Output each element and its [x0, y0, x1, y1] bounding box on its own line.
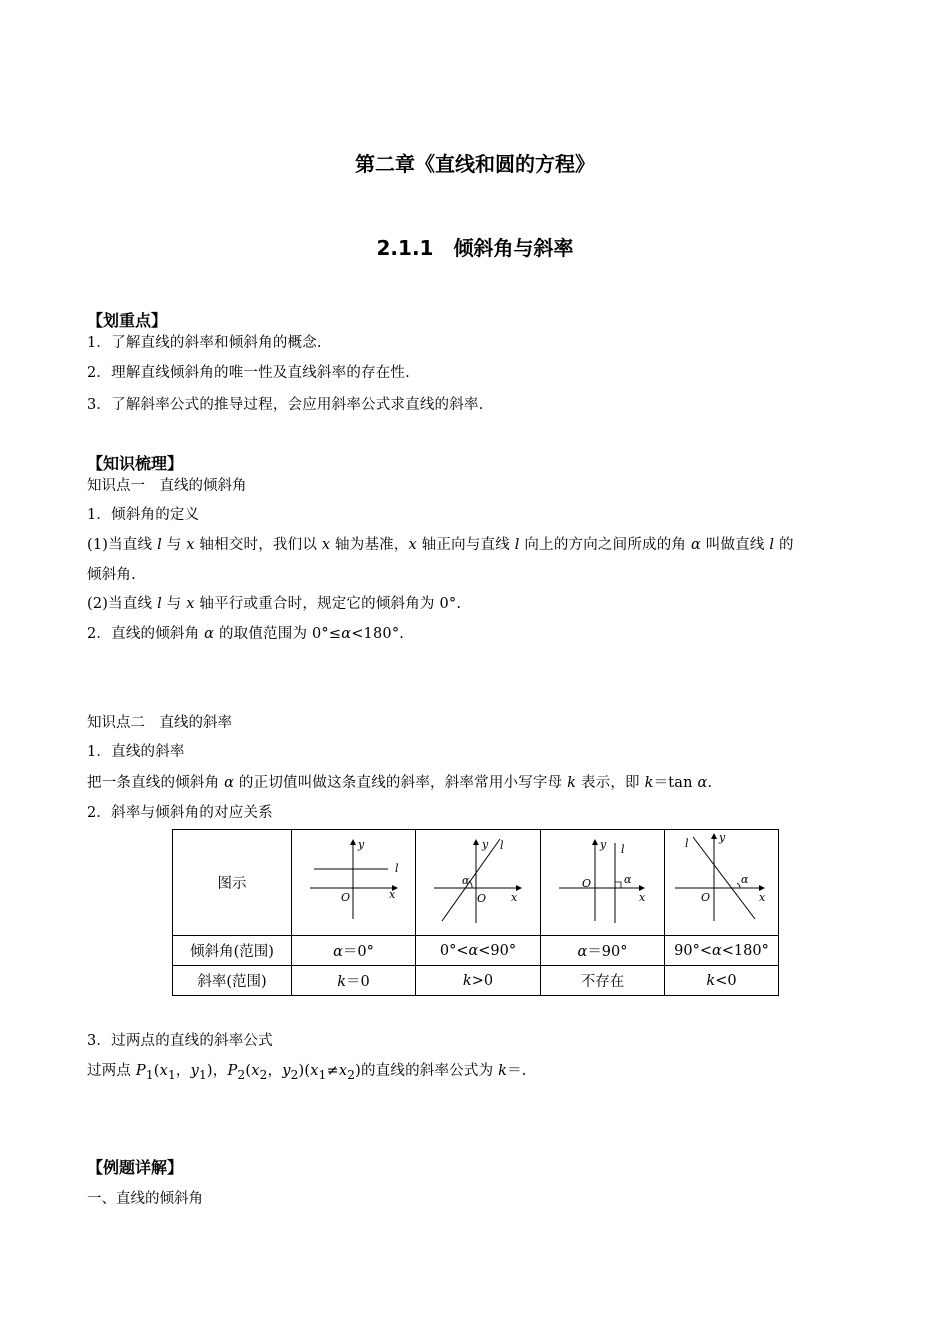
text: 把一条直线的倾斜角	[87, 775, 225, 791]
x-label: x	[389, 887, 396, 901]
examples-heading: 【例题详解】	[87, 1158, 184, 1177]
angle-range	[87, 622, 404, 643]
key-point-item: 2．理解直线倾斜角的唯一性及直线斜率的存在性.	[87, 365, 410, 381]
text: y	[282, 1063, 291, 1079]
x-label: x	[639, 890, 646, 904]
text: 轴正向与直线	[416, 537, 515, 553]
x-label: x	[759, 890, 766, 904]
vertical-line-figure	[541, 831, 664, 935]
text: (1)当直线	[87, 537, 158, 553]
alpha-label: α	[462, 873, 470, 887]
text: <180°.	[351, 626, 405, 642]
text: α	[204, 626, 215, 642]
point2-title: 知识点二 直线的斜率	[87, 715, 232, 731]
text: >0	[471, 972, 494, 989]
key-points-heading: 【划重点】	[87, 311, 168, 330]
text: α	[468, 942, 479, 959]
text: x	[310, 1063, 319, 1079]
text: )(	[298, 1063, 311, 1079]
horizontal-line-figure	[292, 831, 415, 935]
text: ，	[267, 1063, 283, 1079]
l-label: l	[500, 838, 504, 852]
text: α	[333, 944, 343, 960]
text: 的取值范围为 0°≤	[214, 626, 342, 642]
text: 叫做直线	[700, 537, 770, 553]
figure-negative	[665, 830, 779, 936]
text: 表示，即	[576, 775, 645, 791]
text: k	[567, 775, 577, 791]
def1-line2: 倾斜角.	[87, 567, 136, 583]
table-cell	[416, 966, 541, 996]
table-row	[173, 966, 779, 996]
y-label: y	[358, 837, 365, 851]
text: l	[157, 537, 162, 553]
positive-slope-figure	[416, 831, 540, 935]
row-label: 斜率(范围)	[173, 966, 292, 996]
text: 2	[259, 1067, 268, 1082]
text: k	[337, 974, 347, 990]
table-cell	[292, 936, 416, 966]
text: ＝0°	[342, 944, 374, 960]
text: (	[153, 1063, 160, 1079]
point1-title: 知识点一 直线的倾斜角	[87, 478, 247, 494]
def-heading: 1．倾斜角的定义	[87, 507, 200, 523]
text: l	[157, 596, 162, 612]
table-cell	[665, 966, 779, 996]
text: l	[769, 537, 775, 553]
text: x	[408, 537, 417, 553]
y-label: y	[719, 830, 726, 844]
alpha-label: α	[741, 872, 749, 886]
text: 轴为基准，	[330, 537, 409, 553]
text: 1	[199, 1067, 207, 1082]
key-point-item: 3．了解斜率公式的推导过程，会应用斜率公式求直线的斜率.	[87, 397, 484, 413]
text: 2	[237, 1067, 246, 1082]
def1-line1	[87, 533, 794, 554]
text: <0	[715, 972, 737, 989]
text: (	[245, 1063, 252, 1079]
text: 轴相交时，我们以	[194, 537, 322, 553]
text: 1	[145, 1067, 154, 1082]
table-cell	[292, 966, 416, 996]
text: x	[338, 1063, 348, 1079]
text: <180°	[721, 942, 769, 959]
row-label: 图示	[173, 830, 292, 936]
table-cell	[541, 966, 665, 996]
text: P	[227, 1063, 238, 1079]
figure-horizontal	[292, 830, 416, 936]
slope-definition	[87, 771, 712, 792]
text: ≠	[326, 1063, 339, 1079]
text: 向上的方向之间所成的角	[519, 537, 691, 553]
text: 2	[347, 1067, 356, 1082]
text: x	[186, 596, 195, 612]
text: k	[462, 972, 472, 989]
l-label: l	[395, 861, 399, 875]
text: α	[697, 775, 708, 791]
origin-label: O	[477, 891, 487, 905]
table-row	[173, 830, 779, 936]
figure-vertical	[541, 830, 665, 936]
text: .	[707, 775, 713, 791]
text: 的	[774, 537, 794, 553]
row-label: 倾斜角(范围)	[173, 936, 292, 966]
text: ，	[175, 1063, 191, 1079]
text: 1	[168, 1067, 176, 1082]
text: 90°<	[674, 942, 712, 959]
text: α	[224, 775, 235, 791]
text: 0°<	[439, 942, 469, 959]
slope-heading: 1．直线的斜率	[87, 744, 185, 760]
text: )，	[206, 1063, 228, 1079]
table-cell	[541, 936, 665, 966]
origin-label: O	[582, 876, 592, 890]
figure-positive	[416, 830, 541, 936]
text: )的直线的斜率公式为	[355, 1063, 499, 1079]
text: ＝0	[346, 974, 370, 990]
def2	[87, 592, 461, 613]
text: <90°	[478, 942, 517, 959]
l-label: l	[685, 836, 689, 850]
text: 的正切值叫做这条直线的斜率，斜率常用小写字母	[234, 775, 568, 791]
formula-heading: 3．过两点的直线的斜率公式	[87, 1033, 273, 1049]
text: ＝tan	[653, 775, 698, 791]
y-label: y	[600, 837, 607, 851]
text: ＝90°	[587, 944, 628, 960]
text: 2	[290, 1067, 299, 1082]
text: x	[159, 1063, 169, 1079]
text: 与	[161, 537, 187, 553]
text: α	[341, 626, 352, 642]
l-label: l	[621, 842, 625, 856]
section-title: 2.1.1 倾斜角与斜率	[376, 236, 574, 260]
text: α	[577, 944, 588, 960]
text: k	[498, 1063, 508, 1079]
text: (2)当直线	[87, 596, 158, 612]
text: P	[135, 1063, 146, 1079]
text: y	[190, 1063, 200, 1079]
table-cell	[416, 936, 541, 966]
knowledge-heading: 【知识梳理】	[87, 454, 184, 473]
text: 1	[318, 1067, 327, 1082]
text: k	[644, 775, 654, 791]
y-label: y	[482, 837, 489, 851]
text: α	[690, 537, 701, 553]
alpha-label: α	[624, 872, 632, 886]
text: x	[321, 537, 331, 553]
slope-angle-table	[172, 829, 779, 996]
text: α	[711, 942, 722, 959]
text: 轴平行或重合时，规定它的倾斜角为 0°.	[194, 596, 462, 612]
text: x	[251, 1063, 260, 1079]
text: k	[706, 972, 716, 989]
text: 不存在	[580, 974, 625, 990]
origin-label: O	[701, 890, 711, 904]
table-row	[173, 936, 779, 966]
text: l	[514, 537, 520, 553]
text: x	[186, 537, 195, 553]
x-label: x	[511, 890, 518, 904]
key-point-item: 1．了解直线的斜率和倾斜角的概念.	[87, 335, 322, 351]
relation-heading: 2．斜率与倾斜角的对应关系	[87, 805, 273, 821]
origin-label: O	[341, 890, 351, 904]
slope-formula	[87, 1059, 527, 1082]
text: 2．直线的倾斜角	[87, 626, 205, 642]
text: 过两点	[87, 1063, 136, 1079]
page-title: 第二章《直线和圆的方程》	[355, 152, 595, 176]
examples-subheading: 一、直线的倾斜角	[87, 1191, 203, 1207]
negative-slope-figure	[665, 831, 778, 935]
text: ＝.	[507, 1063, 527, 1079]
table-cell	[665, 936, 779, 966]
text: 与	[161, 596, 187, 612]
